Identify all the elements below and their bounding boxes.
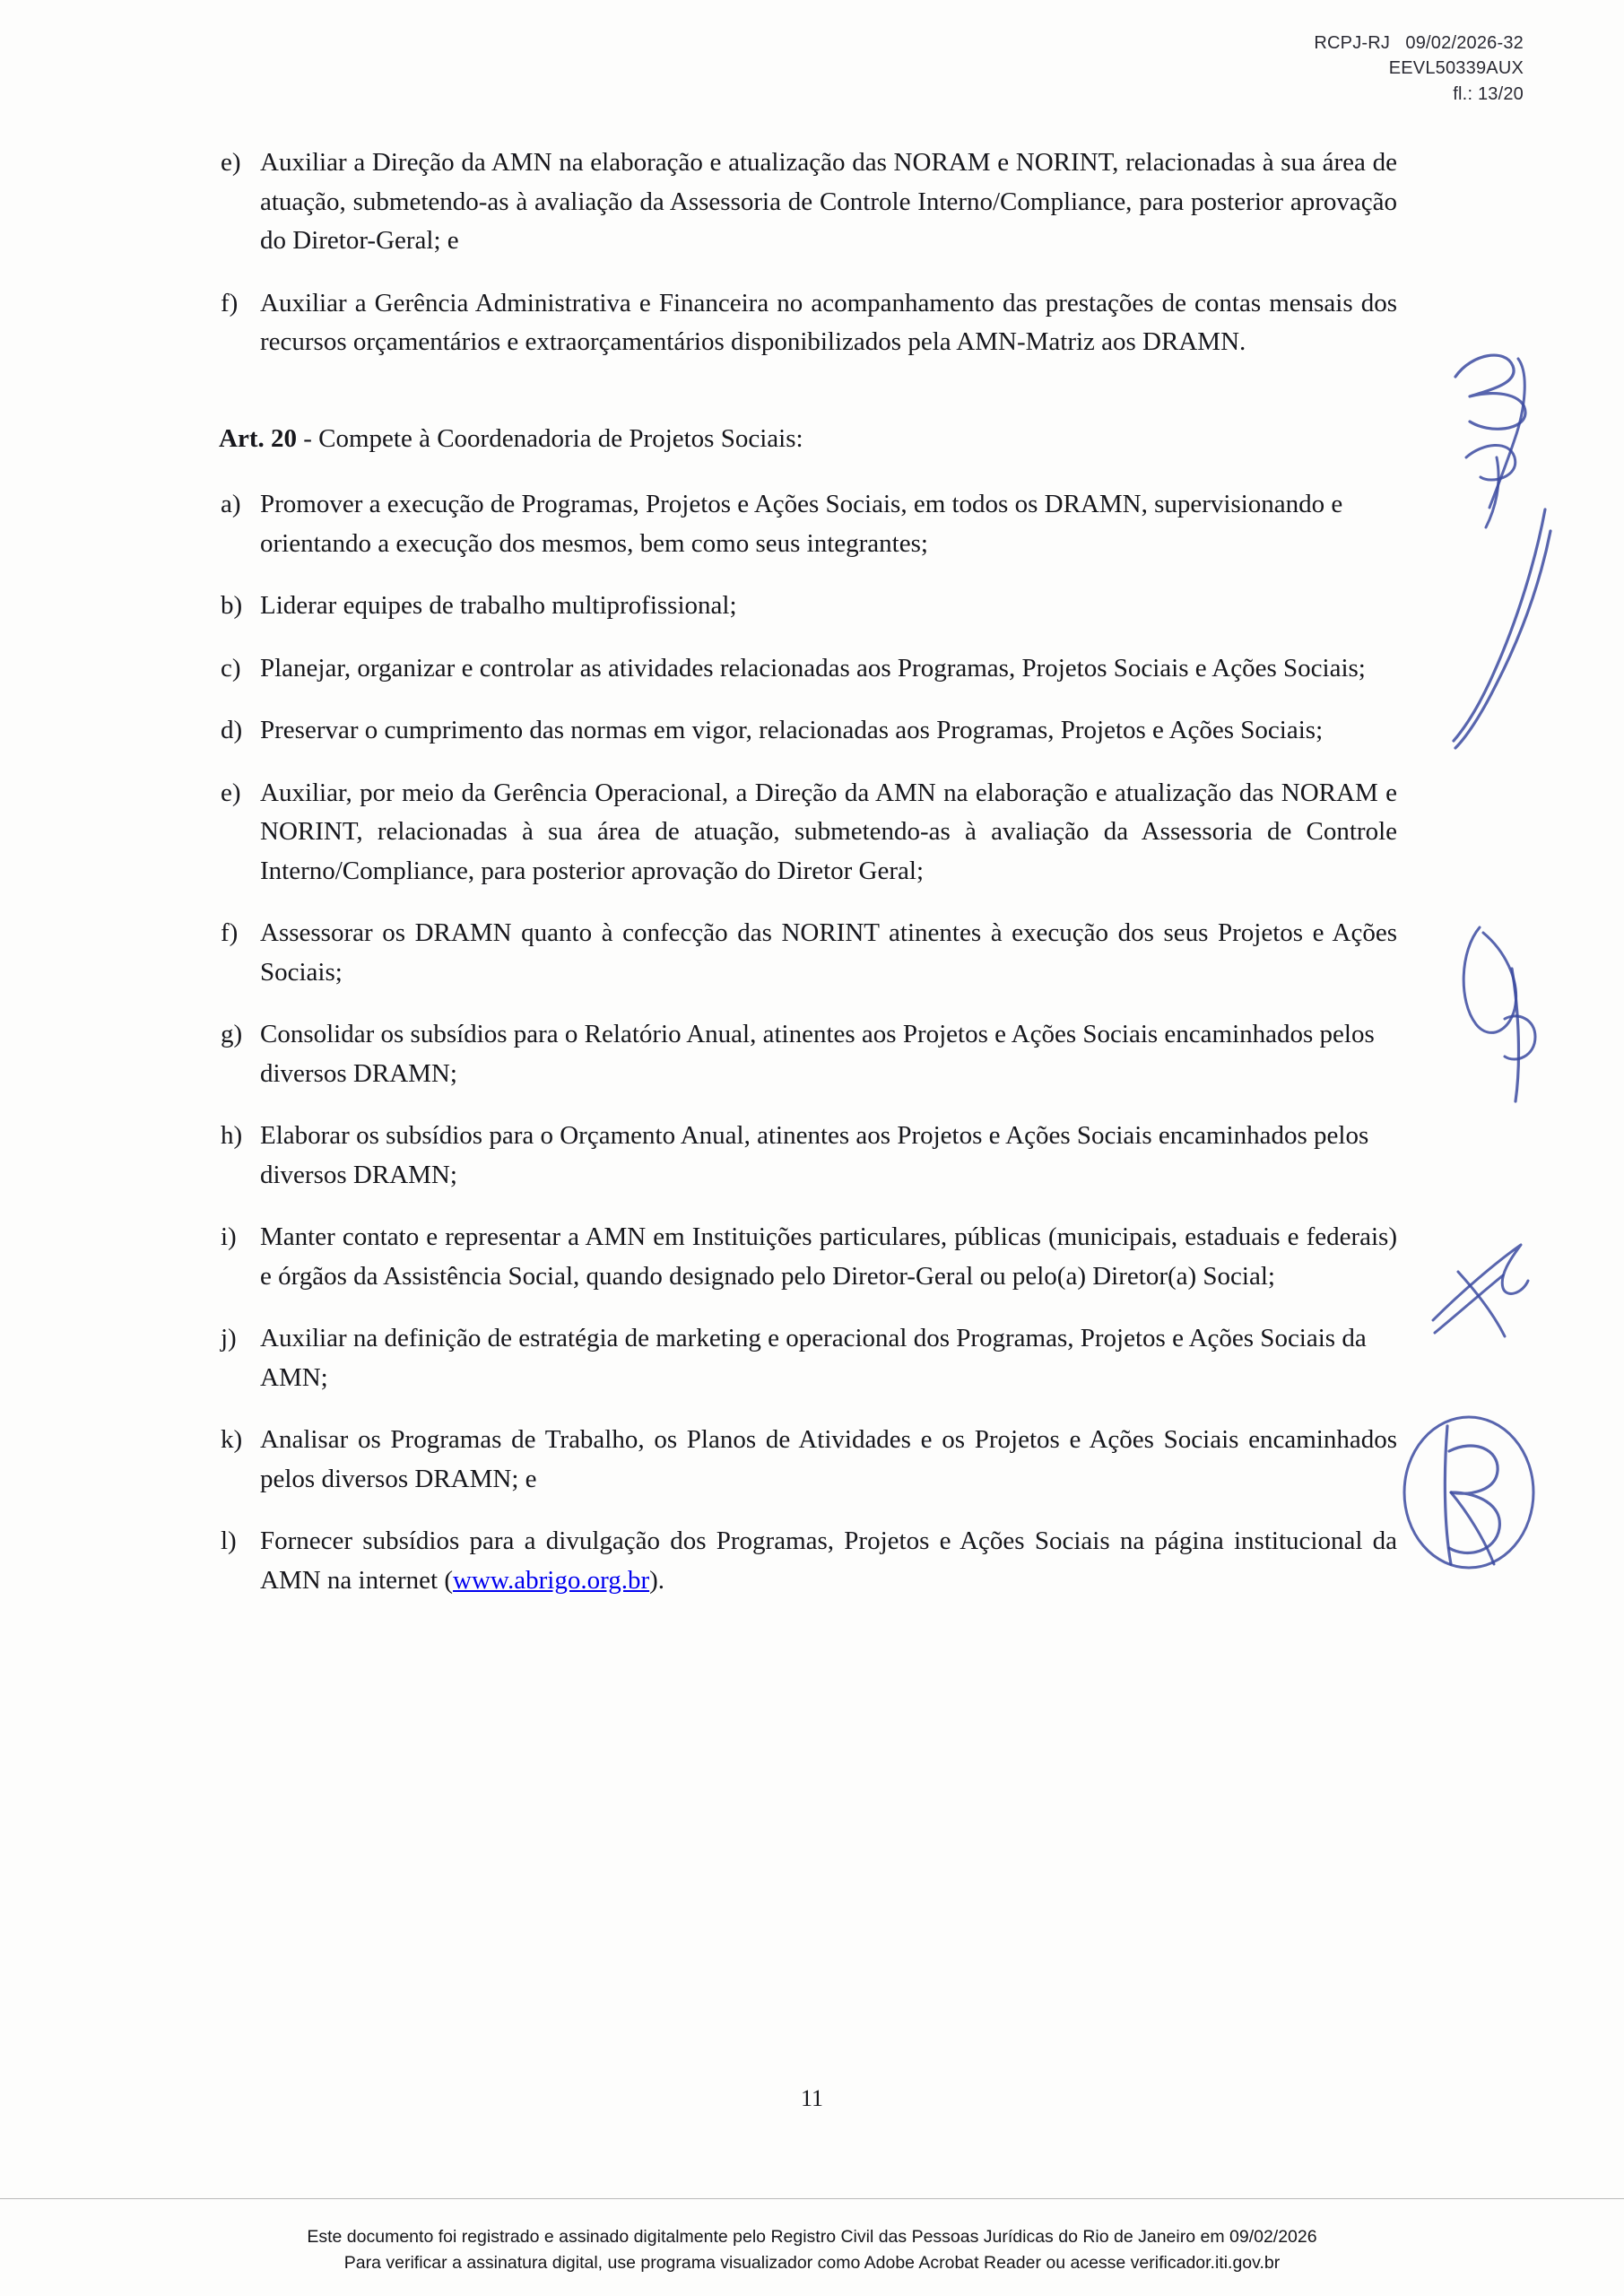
signature-mark-lower — [1417, 1229, 1551, 1354]
list-item-marker: f) — [221, 918, 239, 947]
list-item-text: Consolidar os subsídios para o Relatório Anual, atinentes aos Projetos e Ações Sociais encaminhados pelos diversos DRAMN; — [260, 1020, 1375, 1088]
list-item-text: Auxiliar a Direção da AMN na elaboração e atualização das NORAM e NORINT, relacionadas à sua área de atuação, submetendo-as à avaliação da Assessoria de Controle Interno/Compliance, para posterior aprovação do Diretor-Geral; e — [260, 148, 1397, 255]
signature-mark-top — [1439, 323, 1565, 789]
list-item-text-after: ). — [649, 1565, 665, 1595]
list-item — [213, 1218, 1397, 1296]
article-heading — [219, 420, 1397, 459]
footer-line-1: Este documento foi registrado e assinado digitalmente pelo Registro Civil das Pessoas Jurídicas do Rio de Janeiro em 09/02/2026 — [307, 2226, 1317, 2247]
signature-mark-initial — [1388, 1399, 1550, 1587]
footer-line-2: Para verificar a assinatura digital, use programa visualizador como Adobe Acrobat Reader ou acesse verificador.iti.gov.br — [343, 2252, 1281, 2273]
list-item-text: Manter contato e representar a AMN em Instituições particulares, públicas (municipais, estaduais e federais) e órgãos da Assistência Social, quando designado pelo Diretor-Geral ou pelo(a) Diretor(a) Social; — [260, 1222, 1397, 1291]
list-item-text: Auxiliar, por meio da Gerência Operacional, a Direção da AMN na elaboração e atualização das NORAM e NORINT, relacionadas à sua área de atuação, submetendo-as à avaliação da Assessoria de Controle Interno/Compliance, para posterior aprovação do Diretor Geral; — [260, 778, 1397, 885]
list-item-marker: g) — [221, 1020, 243, 1048]
registry-stamp — [1314, 30, 1524, 107]
list-item — [213, 711, 1397, 751]
signature-ink-icon — [1439, 323, 1565, 789]
list-item-text — [260, 1522, 1397, 1600]
list-item-marker: e) — [221, 148, 241, 177]
list-item-text: Auxiliar na definição de estratégia de marketing e operacional dos Programas, Projetos e Ações Sociais da AMN; — [260, 1324, 1367, 1392]
list-item-marker: d) — [221, 716, 243, 744]
list-item-text: Planejar, organizar e controlar as atividades relacionadas aos Programas, Projetos Sociais e Ações Sociais; — [260, 653, 1366, 683]
list-item-text: Preservar o cumprimento das normas em vigor, relacionadas aos Programas, Projetos e Ações Sociais; — [260, 716, 1324, 744]
list-item-text: Elaborar os subsídios para o Orçamento Anual, atinentes aos Projetos e Ações Sociais encaminhados pelos diversos DRAMN; — [260, 1121, 1369, 1189]
footer-disclaimer — [0, 2224, 1624, 2277]
list-item-marker: c) — [221, 653, 241, 683]
signature-ink-icon — [1453, 915, 1569, 1121]
website-link[interactable]: www.abrigo.org.br — [453, 1565, 650, 1595]
list-item-text-before: Fornecer subsídios para a divulgação dos Programas, Projetos e Ações Sociais na página institucional da AMN na internet ( — [260, 1526, 1397, 1595]
stamp-line-2: EEVL50339AUX — [1388, 58, 1524, 79]
list-item-marker: l) — [221, 1526, 237, 1555]
list-item-marker: i) — [221, 1222, 237, 1251]
list-item — [213, 914, 1397, 992]
list-item — [213, 1319, 1397, 1397]
list-item — [213, 485, 1397, 563]
list-item-marker: f) — [221, 288, 239, 317]
list-item-text: Auxiliar a Gerência Administrativa e Financeira no acompanhamento das prestações de contas mensais dos recursos orçamentários e extraorçamentários disponibilizados pela AMN-Matriz aos DRAMN. — [260, 288, 1397, 356]
list-item-marker: k) — [221, 1425, 243, 1454]
article-text: - Compete à Coordenadoria de Projetos Sociais: — [296, 423, 803, 453]
list-item — [213, 1117, 1397, 1195]
stamp-line-3: fl.: 13/20 — [1453, 83, 1524, 104]
list-item — [213, 649, 1397, 689]
footer-divider — [0, 2198, 1624, 2199]
list-item — [213, 587, 1397, 626]
list-item-text: Analisar os Programas de Trabalho, os Planos de Atividades e os Projetos e Ações Sociais encaminhados pelos diversos DRAMN; e — [260, 1425, 1397, 1493]
signature-mark-middle — [1453, 915, 1569, 1121]
signature-ink-icon — [1388, 1399, 1550, 1587]
list-item-text: Assessorar os DRAMN quanto à confecção das NORINT atinentes à execução dos seus Projetos e Ações Sociais; — [260, 918, 1397, 987]
list-item-text: Liderar equipes de trabalho multiprofissional; — [260, 591, 737, 620]
list-item — [213, 144, 1397, 261]
list-item-marker: h) — [221, 1121, 243, 1150]
document-body — [213, 144, 1397, 1623]
list-item — [213, 1522, 1397, 1600]
page-number: 11 — [800, 2085, 824, 2111]
list-item-text: Promover a execução de Programas, Projetos e Ações Sociais, em todos os DRAMN, supervisionando e orientando a execução dos mesmos, bem como seus integrantes; — [260, 490, 1343, 558]
list-item-marker: b) — [221, 591, 243, 620]
list-item-marker: a) — [221, 490, 241, 518]
list-item-marker: j) — [221, 1324, 237, 1352]
article-label: Art. 20 — [219, 423, 297, 453]
list-item — [213, 284, 1397, 362]
list-item-marker: e) — [221, 778, 241, 807]
stamp-line-1: RCPJ-RJ 09/02/2026-32 — [1314, 33, 1524, 53]
list-item — [213, 1015, 1397, 1093]
signature-ink-icon — [1417, 1229, 1551, 1354]
list-item — [213, 1421, 1397, 1499]
list-item — [213, 774, 1397, 891]
